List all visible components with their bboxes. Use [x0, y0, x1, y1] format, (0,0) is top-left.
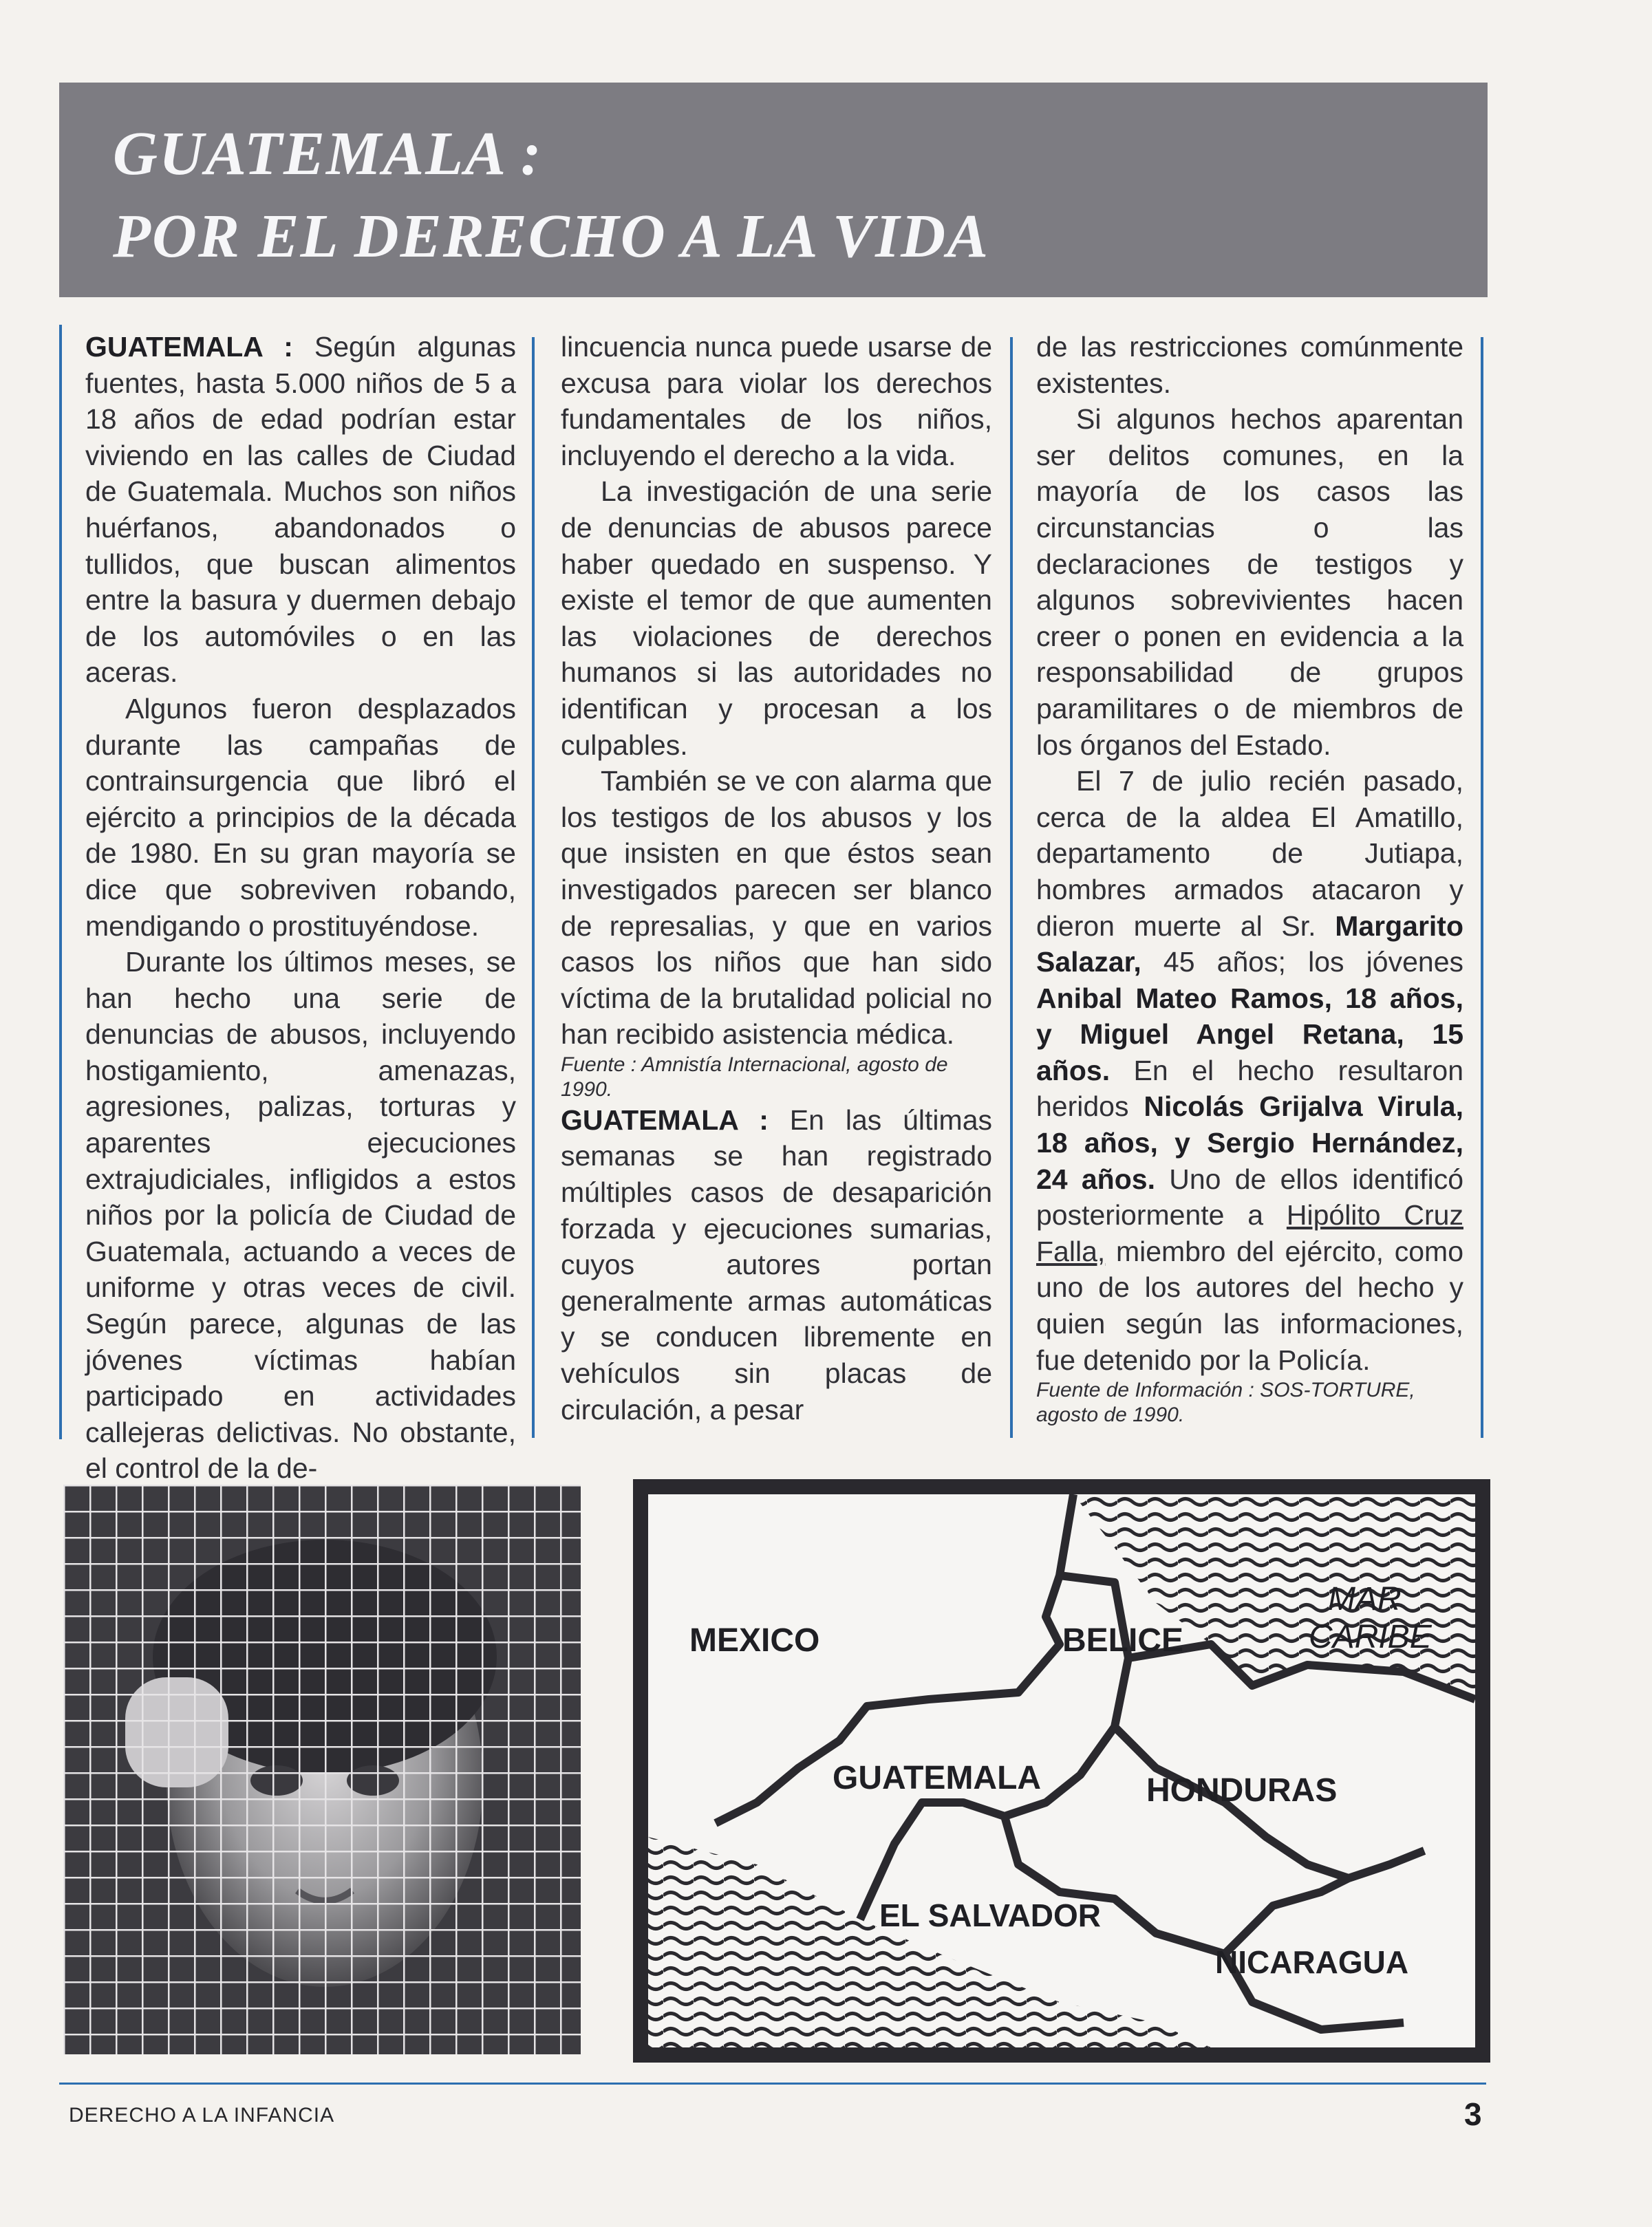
- column-rule-right: [1481, 337, 1483, 1438]
- victim-name: Margarito Salazar,: [1036, 910, 1463, 978]
- map-label-el-salvador: EL SALVADOR: [879, 1897, 1102, 1933]
- paragraph: Durante los últimos meses, se han hecho una serie de denuncias de abusos, incluyendo hostigamiento, amenazas, agresiones, palizas, torturas y aparentes ejecuciones extrajudiciales, infligidos a estos niños por la policía de Ciudad de Guatemala, actuando a veces de uniforme y otras veces de civil. Según parece, algunas de las jóvenes víctimas habían participado en actividades callejeras delictivas. No obstante, el control de la de-: [85, 946, 516, 1485]
- footer-rule: [59, 2083, 1486, 2085]
- title-banner: [59, 83, 1488, 297]
- page-title-line-1: GUATEMALA :: [113, 120, 543, 188]
- paragraph: Si algunos hechos aparentan ser delitos comunes, en la mayoría de los casos las circunstancias o las declaraciones de testigos y algunos sobrevivientes hacen creer o ponen en evidencia a la responsabilidad de grupos paramilitares o de miembros de los órganos del Estado.: [1036, 403, 1463, 761]
- article-column-2: [561, 329, 992, 1440]
- injured-names: Nicolás Grijalva Virula, 18 años, y Sergio Hernández, 24 años.: [1036, 1090, 1463, 1195]
- paragraph: [1036, 763, 1463, 1378]
- map-label-guatemala: GUATEMALA: [833, 1760, 1042, 1796]
- accused-name: Hipólito Cruz Falla,: [1036, 1199, 1463, 1267]
- paragraph-text: Según algunas fuentes, hasta 5.000 niños de 5 a 18 años de edad podrían estar viviendo en las calles de Ciudad de Guatemala. Muchos son niños huérfanos, abandonados o tullidos, que buscan alimentos entre la basura y duermen debajo de los automóviles o en las aceras.: [85, 331, 516, 689]
- dateline: GUATEMALA :: [85, 331, 293, 363]
- photo-child-behind-fence: [63, 1485, 581, 2054]
- publication-name: DERECHO A LA INFANCIA: [69, 2104, 335, 2127]
- paragraph: lincuencia nunca puede usarse de excusa para violar los derechos fundamentales de los niños, incluyendo el derecho a la vida.: [561, 331, 992, 471]
- article-column-3: [1036, 329, 1463, 1440]
- central-america-map: [633, 1479, 1490, 2063]
- column-rule-2: [1010, 337, 1013, 1438]
- dateline: GUATEMALA :: [561, 1104, 769, 1136]
- victim-names: Anibal Mateo Ramos, 18 años, y Miguel Angel Retana, 15 años.: [1036, 982, 1463, 1086]
- paragraph: También se ve con alarma que los testigos de los abusos y los que insisten en que éstos sean investigados parecen ser blanco de represalias, y que en varios casos los niños que han sido víctima de la brutalidad policial no han recibido asistencia médica.: [561, 765, 992, 1051]
- paragraph-text: En el hecho resultaron heridos: [1036, 1054, 1463, 1123]
- paragraph: [85, 329, 516, 691]
- map-label-honduras: HONDURAS: [1146, 1772, 1338, 1809]
- page-title-line-2: POR EL DERECHO A LA VIDA: [113, 202, 990, 270]
- page-number: 3: [1464, 2096, 1482, 2132]
- paragraph-text: miembro del ejército, como uno de los autores del hecho y quien según las informaciones, fue detenido por la Policía.: [1036, 1235, 1463, 1376]
- column-rule-1: [532, 337, 535, 1438]
- paragraph: de las restricciones comúnmente existentes.: [1036, 331, 1463, 399]
- map-label-mexico: MEXICO: [689, 1622, 820, 1659]
- map-label-belice: BELICE: [1062, 1622, 1184, 1659]
- article-column-1: [85, 329, 516, 1485]
- source-note: Fuente de Información : SOS-TORTURE, agosto de 1990.: [1036, 1379, 1415, 1427]
- paragraph-text: En las últimas semanas se han registrado múltiples casos de desaparición forzada y ejecuciones sumarias, cuyos autores portan generalmente armas automáticas y se conducen libremente en vehículos sin placas de circulación, a pesar: [561, 1104, 992, 1426]
- fence-photo-illustration: [63, 1485, 581, 2054]
- paragraph: [561, 1102, 992, 1428]
- paragraph: Algunos fueron desplazados durante las campañas de contrainsurgencia que libró el ejército a principios de la década de 1980. En su gran mayoría se dice que sobreviven robando, mendigando o prostituyéndose.: [85, 692, 516, 942]
- map-label-nicaragua: NICARAGUA: [1215, 1944, 1409, 1980]
- column-rule-left: [59, 325, 62, 1439]
- paragraph-text: El 7 de julio recién pasado, cerca de la aldea El Amatillo, departamento de Jutiapa, hombres armados atacaron y dieron muerte al Sr.: [1036, 765, 1463, 942]
- paragraph: La investigación de una serie de denuncias de abusos parece haber quedado en suspenso. Y existe el temor de que aumenten las violaciones de derechos humanos si las autoridades no identifican y procesan a los culpables.: [561, 475, 992, 761]
- map-label-caribe: CARIBE: [1309, 1619, 1432, 1655]
- map-illustration: [633, 1479, 1490, 2063]
- paragraph-text: 45 años; los jóvenes: [1141, 946, 1463, 978]
- paragraph-text: Uno de ellos identificó posteriormente a: [1036, 1163, 1463, 1231]
- source-note: Fuente : Amnistía Internacional, agosto de 1990.: [561, 1053, 948, 1101]
- map-label-mar: MAR: [1328, 1581, 1402, 1617]
